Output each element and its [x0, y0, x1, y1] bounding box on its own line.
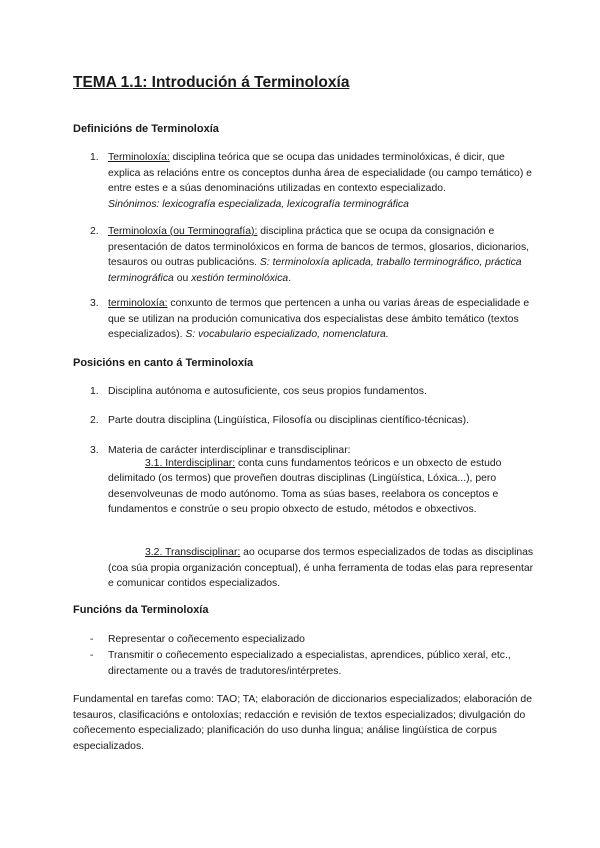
position-item-1: [90, 384, 540, 400]
definition-synonyms: Sinónimos: lexicografía especializada, lexicografía terminográfica: [108, 198, 409, 210]
definition-synonyms-extra: xestión terminolóxica: [191, 272, 289, 284]
position-text: Parte doutra disciplina (Lingüística, Filosofía ou disciplinas científico-técnicas).: [108, 415, 469, 426]
subitem-term: 3.1. Interdisciplinar:: [145, 457, 236, 469]
list-number: 3.: [90, 298, 99, 309]
definition-term: Terminoloxía (ou Terminografía):: [108, 226, 258, 237]
function-text: Transmitir o coñecemento especializado a especialistas, aprendices, público xeral, etc., directamente ou a través de tradutores/intérpretes.: [108, 650, 511, 677]
subitem-interdisciplinar: [108, 457, 540, 518]
definition-synonyms: S: terminoloxía aplicada, traballo terminográfico, práctica terminográfica: [108, 257, 522, 284]
synonyms-joiner: ou: [173, 272, 192, 284]
page-title: TEMA 1.1: Introdución á Terminoloxía: [73, 74, 350, 91]
list-number: 2.: [90, 415, 99, 426]
list-number: 1.: [90, 386, 99, 397]
list-dash: -: [90, 634, 94, 645]
position-item-2: [90, 413, 540, 429]
section-heading-definitions: Definicións de Terminoloxía: [73, 123, 219, 135]
definition-text: conxunto de termos que pertencen a unha ou varias áreas de especialidade e que se utilizan na produción comunicativa dos especialistas dese ámbito temático (textos especializados).: [108, 298, 530, 340]
position-text: Disciplina autónoma e autosuficiente, cos seus propios fundamentos.: [108, 386, 427, 397]
functions-paragraph: Fundamental en tarefas como: TAO; TA; elaboración de diccionarios especializados; elaboración de tesauros, clasificacións e ontoloxías; redacción e revisión de textos especializados; divulgación do coñecemento especializado; planificación do uso dunha lingua; análise lingüística de corpus especializados.: [73, 694, 532, 752]
sentence-end: .: [288, 272, 292, 284]
function-text: Representar o coñecemento especializado: [108, 634, 305, 645]
function-item-1: [90, 632, 540, 648]
position-text: Materia de carácter interdisciplinar e transdisciplinar:: [108, 445, 351, 456]
list-number: 1.: [90, 152, 99, 163]
subitem-transdisciplinar: [108, 545, 540, 592]
function-item-2: [90, 648, 540, 679]
definition-item-2: [90, 224, 540, 286]
definition-text: disciplina teórica que se ocupa das unidades terminolóxicas, é dicir, que explica as relacións entre os conceptos dunha área de especialidade (ou campo temático) e entre estes e a súas denominacións utilizadas en contexto especializado.: [108, 152, 532, 194]
list-number: 2.: [90, 226, 99, 237]
definition-term: Terminoloxía:: [108, 152, 170, 163]
definition-synonyms: S: vocabulario especializado, nomenclatura.: [185, 329, 389, 340]
list-dash: -: [90, 650, 94, 661]
section-heading-positions: Posicións en canto á Terminoloxía: [73, 357, 254, 369]
list-number: 3.: [90, 445, 99, 456]
subitem-text: ao ocuparse dos termos especializados de todas as disciplinas (coa súa propia organización conceptual), é unha ferramenta de todas elas para representar e comunicar contidos especializados.: [108, 547, 534, 589]
section-heading-functions: Funcións da Terminoloxía: [73, 604, 209, 616]
definition-term: terminoloxía:: [108, 298, 168, 309]
definition-text: disciplina práctica que se ocupa da consignación e presentación de datos terminolóxicos en forma de bancos de termos, glosarios, dicionarios, tesauros ou outras publicacións.: [108, 226, 530, 268]
definition-item-1: [90, 150, 540, 212]
subitem-text: conta cuns fundamentos teóricos e un obxecto de estudo delimitado (os termos) que proveñen doutras disciplinas (Lingüística, Lóxica...), pero desenvolveunas de modo autónomo. Toma as súas bases, reelabora os conceptos e fundamentos e constrúe o seu propio obxecto de estudo, métodos e obxectivos.: [108, 457, 502, 515]
subitem-term: 3.2. Transdisciplinar:: [145, 547, 241, 558]
definition-item-3: [90, 296, 540, 343]
